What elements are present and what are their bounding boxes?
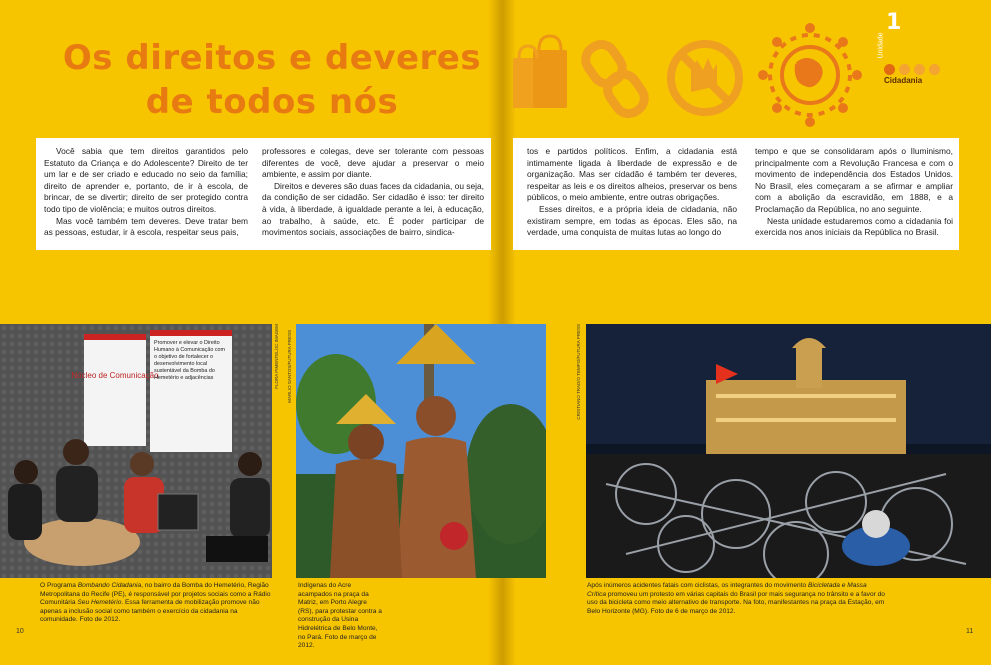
paragraph: Mas você também tem deveres. Deve tratar bem as pessoas, estudar, ir à escola, respeitar seus pais, <box>44 215 248 238</box>
text-column-1 <box>44 146 248 239</box>
chain-link-icon <box>580 39 650 119</box>
page-number-left: 10 <box>16 628 24 635</box>
photo-credit: CRISTIANO TRAD/O TEMPO/FUTURA PRESS <box>576 324 581 420</box>
photo-radio-studio <box>0 324 272 578</box>
title-line-2: de todos nós <box>145 82 399 122</box>
photo-bicycle-illustration <box>586 324 991 578</box>
caption-em: Bicicletada e Massa Crítica <box>587 582 867 598</box>
caption-em: Seu Hemetério <box>77 599 122 607</box>
photo-indigenous-protest <box>296 324 546 578</box>
globe-people-icon <box>758 23 862 127</box>
photo-credit: MARLIO SANTOS/FUTURA PRESS <box>287 330 292 403</box>
title-line-1: Os direitos e deveres <box>62 38 482 78</box>
text-box-left <box>36 138 491 250</box>
dot <box>899 64 910 75</box>
unit-word: Unidade <box>877 32 885 59</box>
paragraph: Você sabia que tem direitos garantidos pelo Estatuto da Criança e do Adolescente? Direito de ter um lar e de ser criado e educado no seio da família; direito de aprender e, portanto, de ir à escola, de brincar, de se divertir; direito de ser protegido contra todo tipo de violência; e muitos outros direitos. <box>44 146 248 214</box>
text-column-4 <box>755 146 953 239</box>
photo-bicycle-protest <box>586 324 991 578</box>
dot <box>914 64 925 75</box>
photo-indigenous-illustration <box>296 324 546 578</box>
no-hand-icon <box>671 44 739 112</box>
caption-text: O Programa <box>40 582 78 589</box>
header-icons <box>505 20 875 130</box>
caption-text: Após inúmeros acidentes fatais com ciclistas, os integrantes do movimento <box>587 582 808 589</box>
text-box-right <box>513 138 959 250</box>
paragraph: Nesta unidade estudaremos como a cidadania foi exercida nos anos iniciais da República no Brasil. <box>755 215 953 238</box>
page-number-right: 11 <box>966 628 974 635</box>
photo-caption-2: Indígenas do Acre acampados na praça da Matriz, em Porto Alegre (RS), para protestar contra a construção da Usina Hidrelétrica de Belo Monte, no Pará. Foto de março de 2012. <box>298 582 382 650</box>
caption-text: , no bairro da Bomba do Hemetério, Região Metropolitana do Recife (PE), é responsável por projetos sociais como a Rádio Comunitária <box>40 582 271 607</box>
dot <box>929 64 940 75</box>
shopping-bags-icon <box>513 36 567 108</box>
banner-title: Núcleo de Comunicação <box>71 371 159 380</box>
page-title <box>62 36 482 124</box>
paragraph: professores e colegas, deve ser tolerante com pessoas diferentes de você, deve ajudar a preservar o meio ambiente, e assim por diante. <box>262 146 484 180</box>
caption-text: . Essa ferramenta de mobilização promove não apenas a inclusão social como também o exercício da cidadania na comunidade. Foto de 2012. <box>40 599 260 624</box>
text-column-2 <box>262 146 484 239</box>
unit-marker <box>877 8 980 88</box>
paragraph: Direitos e deveres são duas faces da cidadania, ou seja, da condição de ser cidadão. Ser cidadão é isso: ter direito à vida, à liberdade, à igualdade perante a lei, à educação, ao trabalho, à saúde, etc. É poder participar de movimentos sociais, associações de bairro, sindica- <box>262 180 484 238</box>
text-column-3 <box>527 146 737 239</box>
caption-em: Bombando Cidadania <box>77 582 142 589</box>
photo-credit: FLORA PIMENTEL/JC IMAGEM <box>274 324 279 389</box>
paragraph: tempo e que se consolidaram após o Iluminismo, principalmente com a Revolução Francesa e com o movimento de independência dos Estados Unidos. No Brasil, eles começaram a se afirmar e ampliar com a abolição da escravidão, em 1888, e a Proclamação da República, no ano seguinte. <box>755 146 953 214</box>
photo-radio-illustration <box>0 324 272 578</box>
dot-active <box>884 64 895 75</box>
photo-caption-3 <box>587 582 887 616</box>
caption-text: promoveu um protesto em várias capitais do Brasil por mais segurança no trânsito e a favor do uso da bicicleta como meio alternativo de transporte. Na foto, manifestantes na praça da Estação, em Belo Horizonte (MG). Foto de 6 de março de 2012. <box>587 590 885 615</box>
unit-number: 1 <box>886 10 902 35</box>
photo-caption-1 <box>40 582 272 625</box>
paragraph: Esses direitos, e a própria ideia de cidadania, não existiram sempre, em todas as épocas. Eles são, na verdade, uma conquista de muitas lutas ao longo do <box>527 203 737 238</box>
paragraph: tos e partidos políticos. Enfim, a cidadania está intimamente ligada à liberdade de expressão e de organização. Mas ser cidadão é também ter deveres, respeitar as leis e os direitos alheios, preservar os bens públicos, o meio ambiente, entre outras obrigações. <box>527 146 737 203</box>
banner-text: Promover e elevar o Direito Humano à Comunicação com o objetivo de fortalecer o desenvolvimento local sustentável da Bomba do Hemetério e adjacências <box>154 340 226 381</box>
unit-label: Cidadania <box>884 76 923 85</box>
